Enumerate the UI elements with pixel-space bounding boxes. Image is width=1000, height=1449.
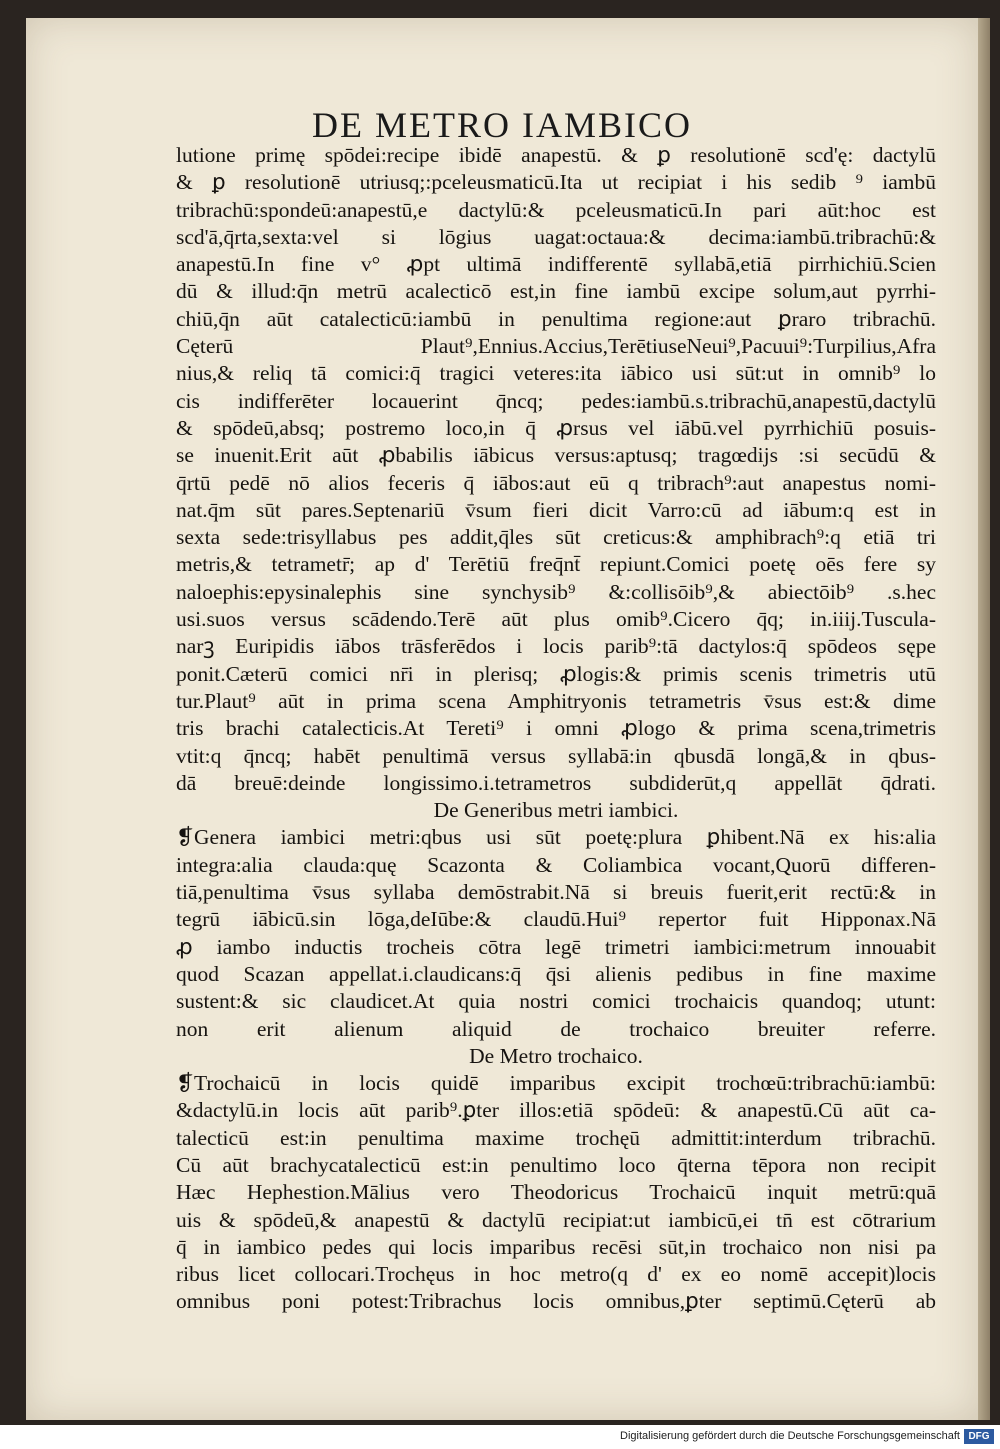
running-head: DE METRO IAMBICO [312,105,692,145]
text-line: dū & illud:q̄n metrū acalecticō est,in fine iambū excipe solum,aut pyrrhi- [176,279,936,304]
text-line: &dactylū.in locis aūt parib⁹.ꝑter illos:etiā spōdeū: & anapestū.Cū aūt ca- [176,1098,936,1123]
text-line: cis indifferēter locauerint q̄ncq; pedes:iambū.s.tribrachū,anapestū,dactylū [176,388,936,413]
text-line: nat.q̄m sūt pares.Septenariū v̄sum fieri dicit Varro:cū ad iābum:q est in [176,497,936,522]
text-line: talecticū est:in penultima maxime trochęū admittit:interdum tribrachū. [176,1125,936,1150]
text-line: q̄ in iambico pedes qui locis imparibus recēsi sūt,in trochaico non nisi pa [176,1234,936,1259]
text-line: lutione primę spōdei:recipe ibidē anapestū. & ꝑ resolutionē scd'ę: dactylū [176,143,936,167]
text-line: anapestū.In fine v° ꝓpt ultimā indifferentē syllabā,etiā pirrhichiū.Scien [176,252,936,277]
text-line: usi.suos versus scādendo.Terē aūt plus omib⁹.Cicero q̄q; in.iiij.Tuscula- [176,607,936,632]
footer-credit: Digitalisierung gefördert durch die Deutsche Forschungsgemeinschaft [620,1430,960,1442]
text-line: ❡Genera iambici metri:qbus usi sūt poetę:plura ꝑhibent.Nā ex his:alia [176,825,936,850]
text-line: Cęterū Plaut⁹,Ennius.Accius,TerētiuseNeui⁹,Pacuui⁹:Turpilius,Afra [176,334,936,359]
text-line: q̄rtū pedē nō alios feceris q̄ iābos:aut eū q tribrach⁹:aut anapestus nomi- [176,470,936,495]
text-line: uis & spōdeū,& anapestū & dactylū recipiat:ut iambicū,ei tn̄ est cōtrarium [176,1207,936,1232]
text-line: dā breuē:deinde longissimo.i.tetrametros subdiderūt,q appellāt q̄drati. [176,770,936,795]
text-line: naloephis:epysinalephis sine synchysib⁹ &:collisōib⁹,& abiectōib⁹ .s.hec [176,579,936,604]
text-line: vtit:q q̄ncq; habēt penultimā versus syllabā:in qbusdā longā,& in qbus- [176,743,936,768]
text-line: & ꝑ resolutionē utriusq;:pceleusmaticū.Ita ut recipiat i his sedib ⁹ iambū [176,170,936,195]
text-line: ꝓ iambo inductis trocheis cōtra legē trimetri iambici:metrum innouabit [176,934,936,959]
section-heading: De Metro trochaico. [469,1043,643,1068]
text-line: ❡Trochaicū in locis quidē imparibus excipit trochœū:tribrachū:iambū: [176,1071,936,1096]
text-line: metris,& tetrametr̄; ap d' Terētiū freq̄nt̄ repiunt.Comici poetę oēs fere sy [176,552,936,577]
text-line: ribus licet collocari.Trochęus in hoc metro(q d' ex eo nomē accepit)locis [176,1262,936,1287]
text-line: Hæc Hephestion.Mālius vero Theodoricus Trochaicū inquit metrū:quā [176,1180,936,1205]
text-line: nius,& reliq tā comici:q̄ tragici veteres:ita iābico usi sūt:ut in omnib⁹ lo [176,361,936,386]
text-line: tiā,penultima v̄sus syllaba demōstrabit.Nā si breuis fuerit,erit rectū:& in [176,880,936,905]
section-heading: De Generibus metri iambici. [433,798,679,823]
text-line: tur.Plaut⁹ aūt in prima scena Amphitryonis tetrametris v̄sus est:& dime [176,688,936,713]
text-line: tribrachū:spondeū:anapestū,e dactylū:& pceleusmaticū.In pari aūt:hoc est [176,197,936,222]
text-line: tegrū iābicū.sin lōga,deIūbe:& claudū.Hui⁹ repertor fuit Hipponax.Nā [176,907,936,932]
text-line: integra:alia clauda:quę Scazonta & Coliambica vocant,Quorū differen- [176,852,936,877]
body-text [176,142,936,1316]
text-line: sustent:& sic claudicet.At quia nostri comici trochaicis quandoq; utunt: [176,989,936,1014]
text-line: sexta sede:trisyllabus pes addit,q̄les sūt creticus:& amphibrach⁹:q etiā tri [176,525,936,550]
text-line: non erit alienum aliquid de trochaico breuiter referre. [176,1016,936,1041]
text-line: quod Scazan appellat.i.claudicans:q̄ q̄si alienis pedibus in fine maxime [176,961,936,986]
text-line: ponit.Cæterū comici nr̄i in plerisq; ꝓlogis:& primis scenis trimetris utū [176,661,936,686]
footer-bar [0,1425,1000,1449]
text-line: omnibus poni potest:Tribrachus locis omnibus,ꝑter septimū.Cęterū ab [176,1289,936,1314]
text-line: narꝫ Euripidis iābos trāsferēdos i locis parib⁹:tā dactylos:q̄ spōdeos sępe [176,634,936,659]
dfg-logo: DFG [964,1429,994,1444]
text-line: se inuenit.Erit aūt ꝓbabilis iābicus versus:aptusq; tragœdijs :si secūdū & [176,443,936,468]
text-line: & spōdeū,absq; postremo loco,in q̄ ꝓrsus vel iābū.vel pyrrhichiū posuis- [176,415,936,440]
text-line: tris brachi catalecticis.At Tereti⁹ i omni ꝓlogo & prima scena,trimetris [176,716,936,741]
text-line: chiū,q̄n aūt catalecticū:iambū in penultima regione:aut ꝑraro tribrachū. [176,306,936,331]
text-line: scd'ā,q̄rta,sexta:vel si lōgius uagat:octaua:& decima:iambū.tribrachū:& [176,224,936,249]
text-line: Cū aūt brachycatalecticū est:in penultimo loco q̄terna tēpora non recipit [176,1152,936,1177]
